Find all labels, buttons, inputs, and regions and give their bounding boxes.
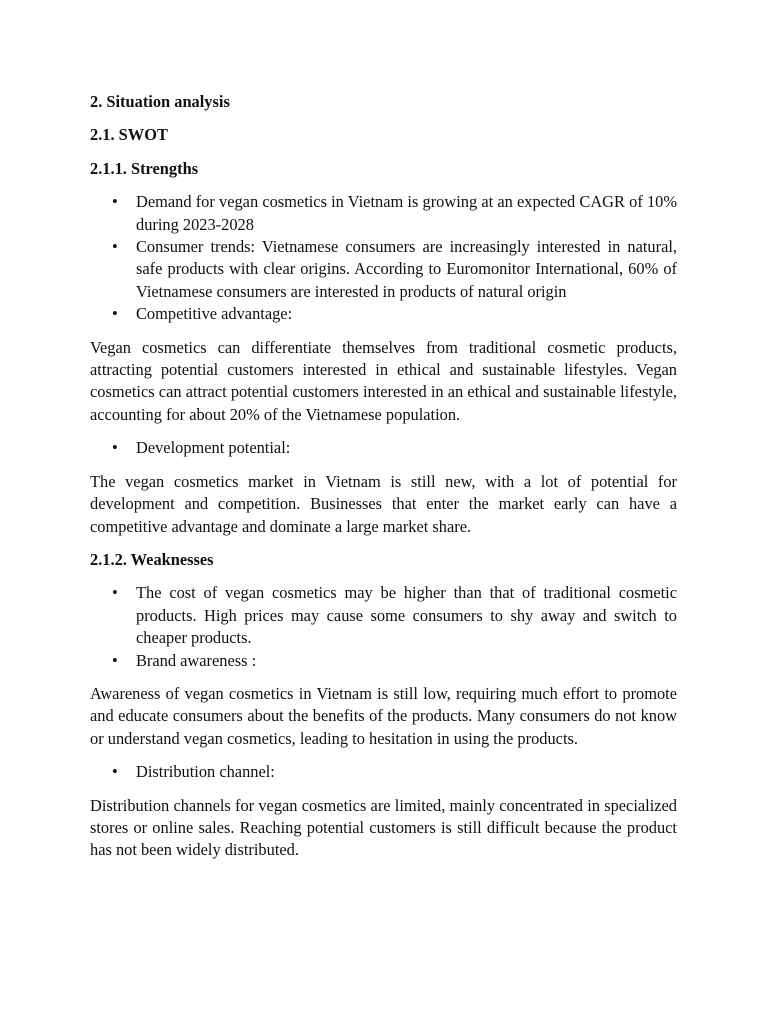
list-item: • The cost of vegan cosmetics may be higher than that of traditional cosmetic products. High prices may cause some consumers to shy away and switch to cheaper products. — [90, 582, 677, 649]
list-item: • Brand awareness : — [90, 650, 677, 672]
distribution-channel-paragraph: Distribution channels for vegan cosmetics are limited, mainly concentrated in specialized stores or online sales. Reaching potential customers is still difficult because the product has not been widely distributed. — [90, 795, 677, 860]
heading-weaknesses: 2.1.2. Weaknesses — [90, 549, 214, 569]
list-item: • Demand for vegan cosmetics in Vietnam is growing at an expected CAGR of 10% during 2023-2028 — [90, 191, 677, 236]
strengths-bullet-list — [90, 191, 677, 325]
document-body — [90, 91, 677, 873]
heading-situation-analysis: 2. Situation analysis — [90, 92, 230, 111]
heading-strengths: 2.1.1. Strengths — [90, 158, 199, 178]
list-item: • Competitive advantage: — [90, 303, 677, 325]
heading-swot: 2.1. SWOT — [90, 125, 168, 145]
development-bullet-list — [90, 437, 677, 459]
brand-awareness-paragraph: Awareness of vegan cosmetics in Vietnam is still low, requiring much effort to promote and educate consumers about the benefits of the products. Many consumers do not know or understand vegan cosmetics, leading to hesitation in using the products. — [90, 683, 677, 748]
development-potential-paragraph: The vegan cosmetics market in Vietnam is still new, with a lot of potential for development and competition. Businesses that enter the market early can have a competitive advantage and dominate a large market share. — [90, 471, 677, 536]
list-item: • Consumer trends: Vietnamese consumers are increasingly interested in natural, safe products with clear origins. According to Euromonitor International, 60% of Vietnamese consumers are interested in products of natural origin — [90, 236, 677, 303]
list-item: • Distribution channel: — [90, 761, 677, 783]
weaknesses-bullet-list — [90, 582, 677, 672]
distribution-bullet-list — [90, 761, 677, 783]
list-item: • Development potential: — [90, 437, 677, 459]
competitive-advantage-paragraph: Vegan cosmetics can differentiate themselves from traditional cosmetic products, attracting potential customers interested in ethical and sustainable lifestyles. Vegan cosmetics can attract potential customers interested in an ethical and sustainable lifestyle, accounting for about 20% of the Vietnamese population. — [90, 337, 677, 424]
